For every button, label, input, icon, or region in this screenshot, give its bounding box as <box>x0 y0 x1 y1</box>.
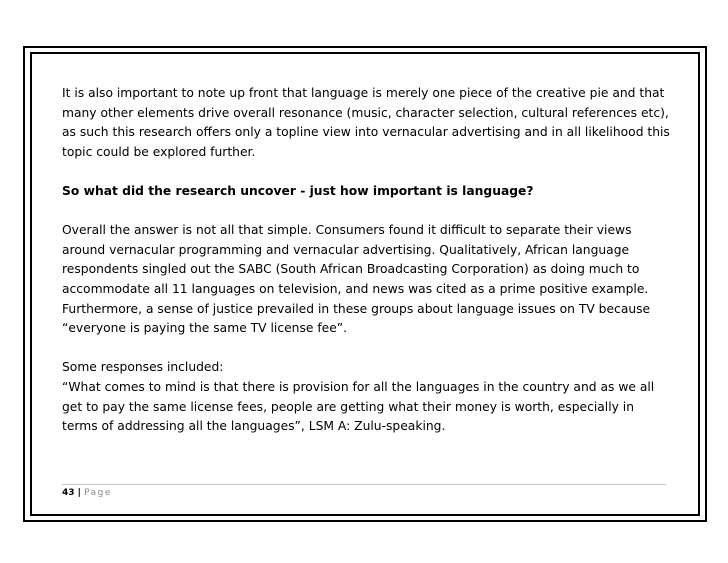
section-heading: So what did the research uncover - just how important is language? <box>62 183 534 198</box>
text-line: It is also important to note up front that language is merely one piece of the creative pie and that <box>62 86 665 100</box>
findings-paragraph <box>62 221 672 339</box>
text-line: respondents singled out the SABC (South African Broadcasting Corporation) as doing much to <box>62 262 640 277</box>
quote-line: terms of addressing all the languages”, LSM A: Zulu-speaking. <box>62 419 446 434</box>
text-line: many other elements drive overall resonance (music, character selection, cultural references etc), <box>62 105 669 120</box>
page-label: Page <box>84 488 112 498</box>
text-line: accommodate all 11 languages on television, and news was cited as a prime positive example. <box>62 281 649 296</box>
text-line: Overall the answer is not all that simple. Consumers found it difficult to separate their views <box>62 223 632 238</box>
quote-line: get to pay the same license fees, people are getting what their money is worth, especially in <box>62 399 635 414</box>
text-line: “everyone is paying the same TV license fee”. <box>62 321 348 336</box>
quote-line: “What comes to mind is that there is provision for all the languages in the country and as we all <box>62 379 655 394</box>
intro-paragraph <box>62 84 672 162</box>
footer-separator: | <box>74 488 85 498</box>
text-line: as such this research offers only a topline view into vernacular advertising and in all likelihood this <box>62 125 670 140</box>
text-line: Some responses included: <box>62 360 224 375</box>
text-line: topic could be explored further. <box>62 144 256 159</box>
text-line: around vernacular programming and vernacular advertising. Qualitatively, African language <box>62 242 630 257</box>
page-footer <box>62 484 666 499</box>
document-body <box>62 84 672 437</box>
responses-paragraph <box>62 358 672 436</box>
text-line: Furthermore, a sense of justice prevailed in these groups about language issues on TV because <box>62 301 651 316</box>
page-number: 43 <box>62 488 75 498</box>
